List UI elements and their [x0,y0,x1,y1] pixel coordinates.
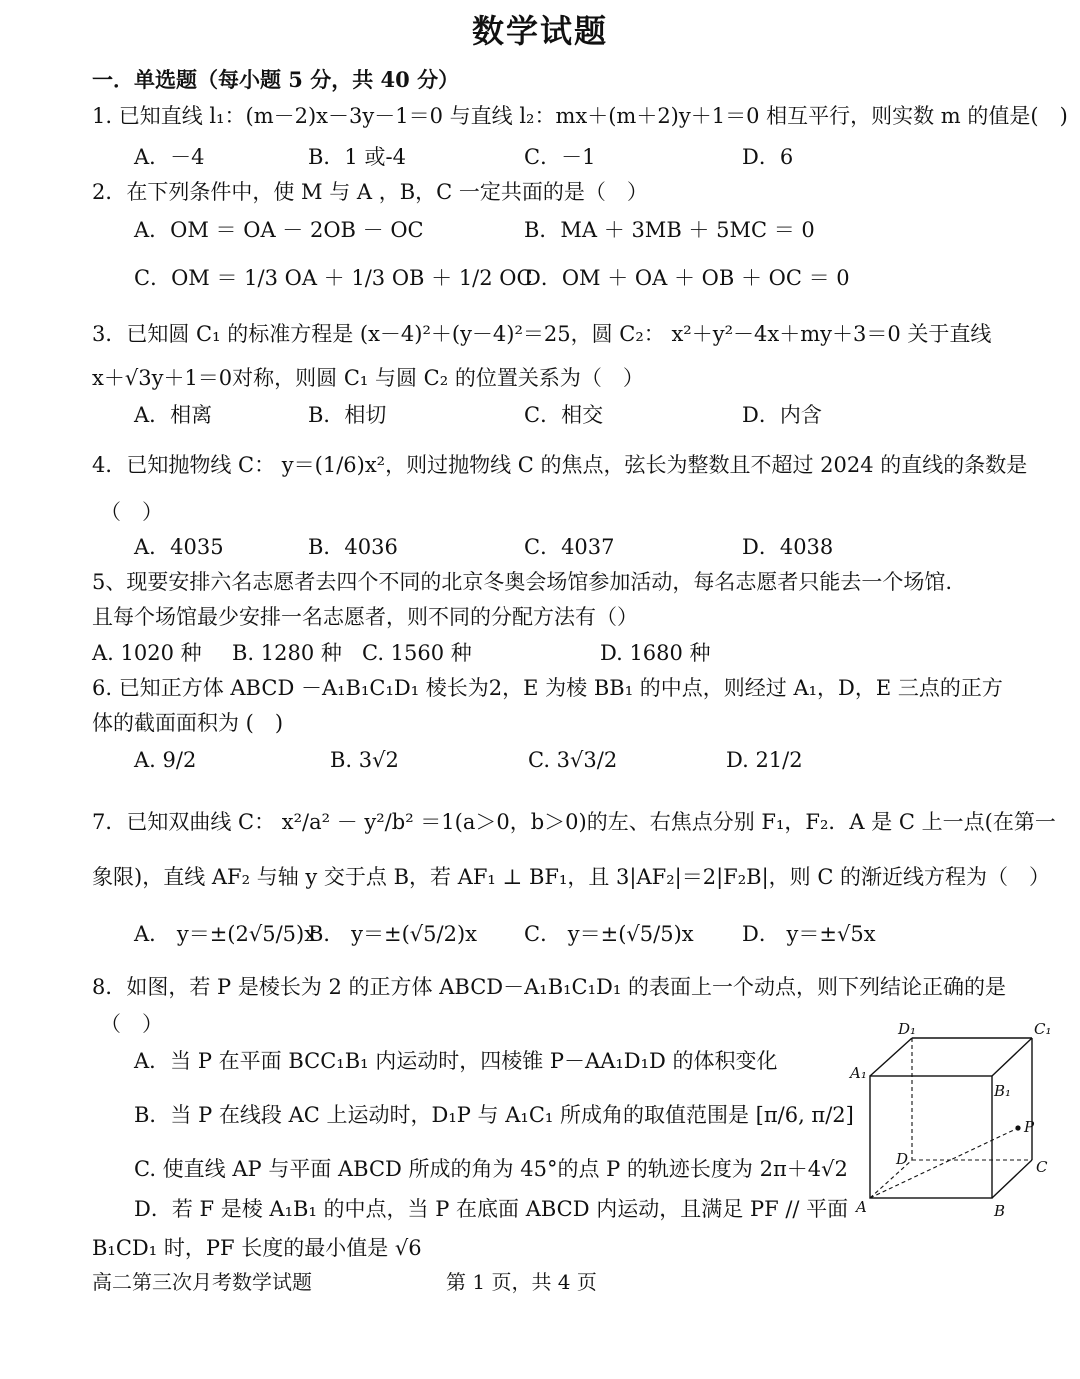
q2-option-c: C．OM ＝ 1/3 OA ＋ 1/3 OB ＋ 1/2 OC [134,266,533,290]
q6-option-b: B. 3√2 [330,748,399,772]
q6-option-c: C. 3√3/2 [528,748,618,772]
q5-option-a: A. 1020 种 [92,641,202,665]
question-6-line-2: 体的截面面积为 ( ) [92,711,284,735]
question-5-line-2: 且每个场馆最少安排一名志愿者，则不同的分配方法有（） [92,605,638,629]
q3-option-b: B．相切 [308,403,387,427]
q6-option-d: D. 21/2 [726,748,803,772]
label-b1: B₁ [994,1082,1012,1100]
question-3-line-2: x＋√3y＋1＝0对称，则圆 C₁ 与圆 C₂ 的位置关系为（ ） [92,366,644,390]
cube-edge-b1c1 [992,1038,1032,1076]
question-8-line-2: （ ） [100,1012,163,1036]
q8-option-d-line-2: B₁CD₁ 时，PF 长度的最小值是 √6 [92,1236,422,1260]
question-8-line-1: 8．如图，若 P 是棱长为 2 的正方体 ABCD－A₁B₁C₁D₁ 的表面上一个动点，则下列结论正确的是 [92,975,1006,999]
question-7-line-1: 7．已知双曲线 C： x²/a² － y²/b² ＝1(a＞0，b＞0)的左、右焦点分别 F₁，F₂．A 是 C 上一点(在第一 [92,810,1056,834]
question-6-line-1: 6. 已知正方体 ABCD －A₁B₁C₁D₁ 棱长为2，E 为棱 BB₁ 的中点，则经过 A₁，D，E 三点的正方 [92,676,1003,700]
cube-front-face [870,1076,992,1198]
q1-option-b: B．1 或-4 [308,145,406,169]
cube-edge-a1d1 [870,1038,912,1076]
q5-option-b: B. 1280 种 [232,641,342,665]
page-title: 数学试题 [471,12,608,50]
q2-option-a: A．OM ＝ OA － 2OB － OC [134,218,424,242]
q6-option-a: A. 9/2 [134,748,197,772]
q8-option-a: A．当 P 在平面 BCC₁B₁ 内运动时，四棱锥 P－AA₁D₁D 的体积变化 [134,1049,778,1073]
label-c1: C₁ [1034,1020,1052,1038]
q4-option-d: D．4038 [742,535,834,559]
label-c: C [1036,1158,1048,1176]
q7-option-c: C． y＝±(√5/5)x [524,922,694,946]
question-1-text: 1. 已知直线 l₁：(m－2)x－3y－1＝0 与直线 l₂：mx＋(m＋2)y＋1＝0 相互平行，则实数 m 的值是( ) [92,104,1068,128]
q4-option-c: C．4037 [524,535,615,559]
q8-option-d-line-1: D．若 F 是棱 A₁B₁ 的中点，当 P 在底面 ABCD 内运动，且满足 PF // 平面 [134,1197,849,1221]
q7-option-b: B． y＝±(√5/2)x [308,922,477,946]
q1-option-c: C．－1 [524,145,596,169]
cube-figure [846,1018,1056,1223]
q2-option-d: D．OM ＋ OA ＋ OB ＋ OC ＝ 0 [524,266,850,290]
q4-option-b: B．4036 [308,535,398,559]
q3-option-a: A．相离 [134,403,213,427]
question-4-line-1: 4．已知抛物线 C： y＝(1/6)x²，则过抛物线 C 的焦点，弦长为整数且不超过 2024 的直线的条数是 [92,453,1028,477]
q1-option-d: D．6 [742,145,794,169]
cube-hidden-ap [870,1128,1018,1198]
question-2-text: 2．在下列条件中，使 M 与 A ，B，C 一定共面的是（ ） [92,180,648,204]
label-a1: A₁ [850,1064,867,1082]
q2-option-b: B．MA ＋ 3MB ＋ 5MC ＝ 0 [524,218,815,242]
point-p [1015,1125,1020,1130]
footer-exam-name: 高二第三次月考数学试题 [92,1270,312,1294]
q5-option-c: C. 1560 种 [362,641,472,665]
q1-option-a: A．－4 [134,145,205,169]
cube-edge-bc [992,1160,1032,1198]
label-p: P [1024,1118,1035,1136]
question-5-line-1: 5、现要安排六名志愿者去四个不同的北京冬奥会场馆参加活动，每名志愿者只能去一个场馆. [92,570,953,594]
q4-option-a: A．4035 [134,535,224,559]
footer-page-number: 第 1 页，共 4 页 [446,1270,597,1294]
label-d1: D₁ [898,1020,917,1038]
question-7-line-2: 象限)，直线 AF₂ 与轴 y 交于点 B，若 AF₁ ⊥ BF₁，且 3|AF₂|＝2|F₂B|，则 C 的渐近线方程为（ ） [92,865,1051,889]
q7-option-a: A． y＝±(2√5/5)x [134,922,317,946]
q8-option-c: C. 使直线 AP 与平面 ABCD 所成的角为 45°的点 P 的轨迹长度为 2π＋4√2 [134,1157,848,1181]
q7-option-d: D． y＝±√5x [742,922,876,946]
question-3-line-1: 3．已知圆 C₁ 的标准方程是 (x－4)²＋(y－4)²＝25，圆 C₂： x²＋y²－4x＋my＋3＝0 关于直线 [92,322,992,346]
cube-diagram [846,1018,1056,1223]
label-b: B [994,1202,1006,1220]
question-4-line-2: （ ） [100,500,163,524]
q3-option-c: C．相交 [524,403,604,427]
label-a: A [856,1198,867,1216]
q8-option-b: B．当 P 在线段 AC 上运动时，D₁P 与 A₁C₁ 所成角的取值范围是 [π/6, π/2] [134,1103,854,1127]
q5-option-d: D. 1680 种 [600,641,711,665]
section-heading: 一．单选题（每小题 5 分，共 40 分） [92,67,460,92]
label-d: D [896,1150,909,1168]
q3-option-d: D．内含 [742,403,822,427]
